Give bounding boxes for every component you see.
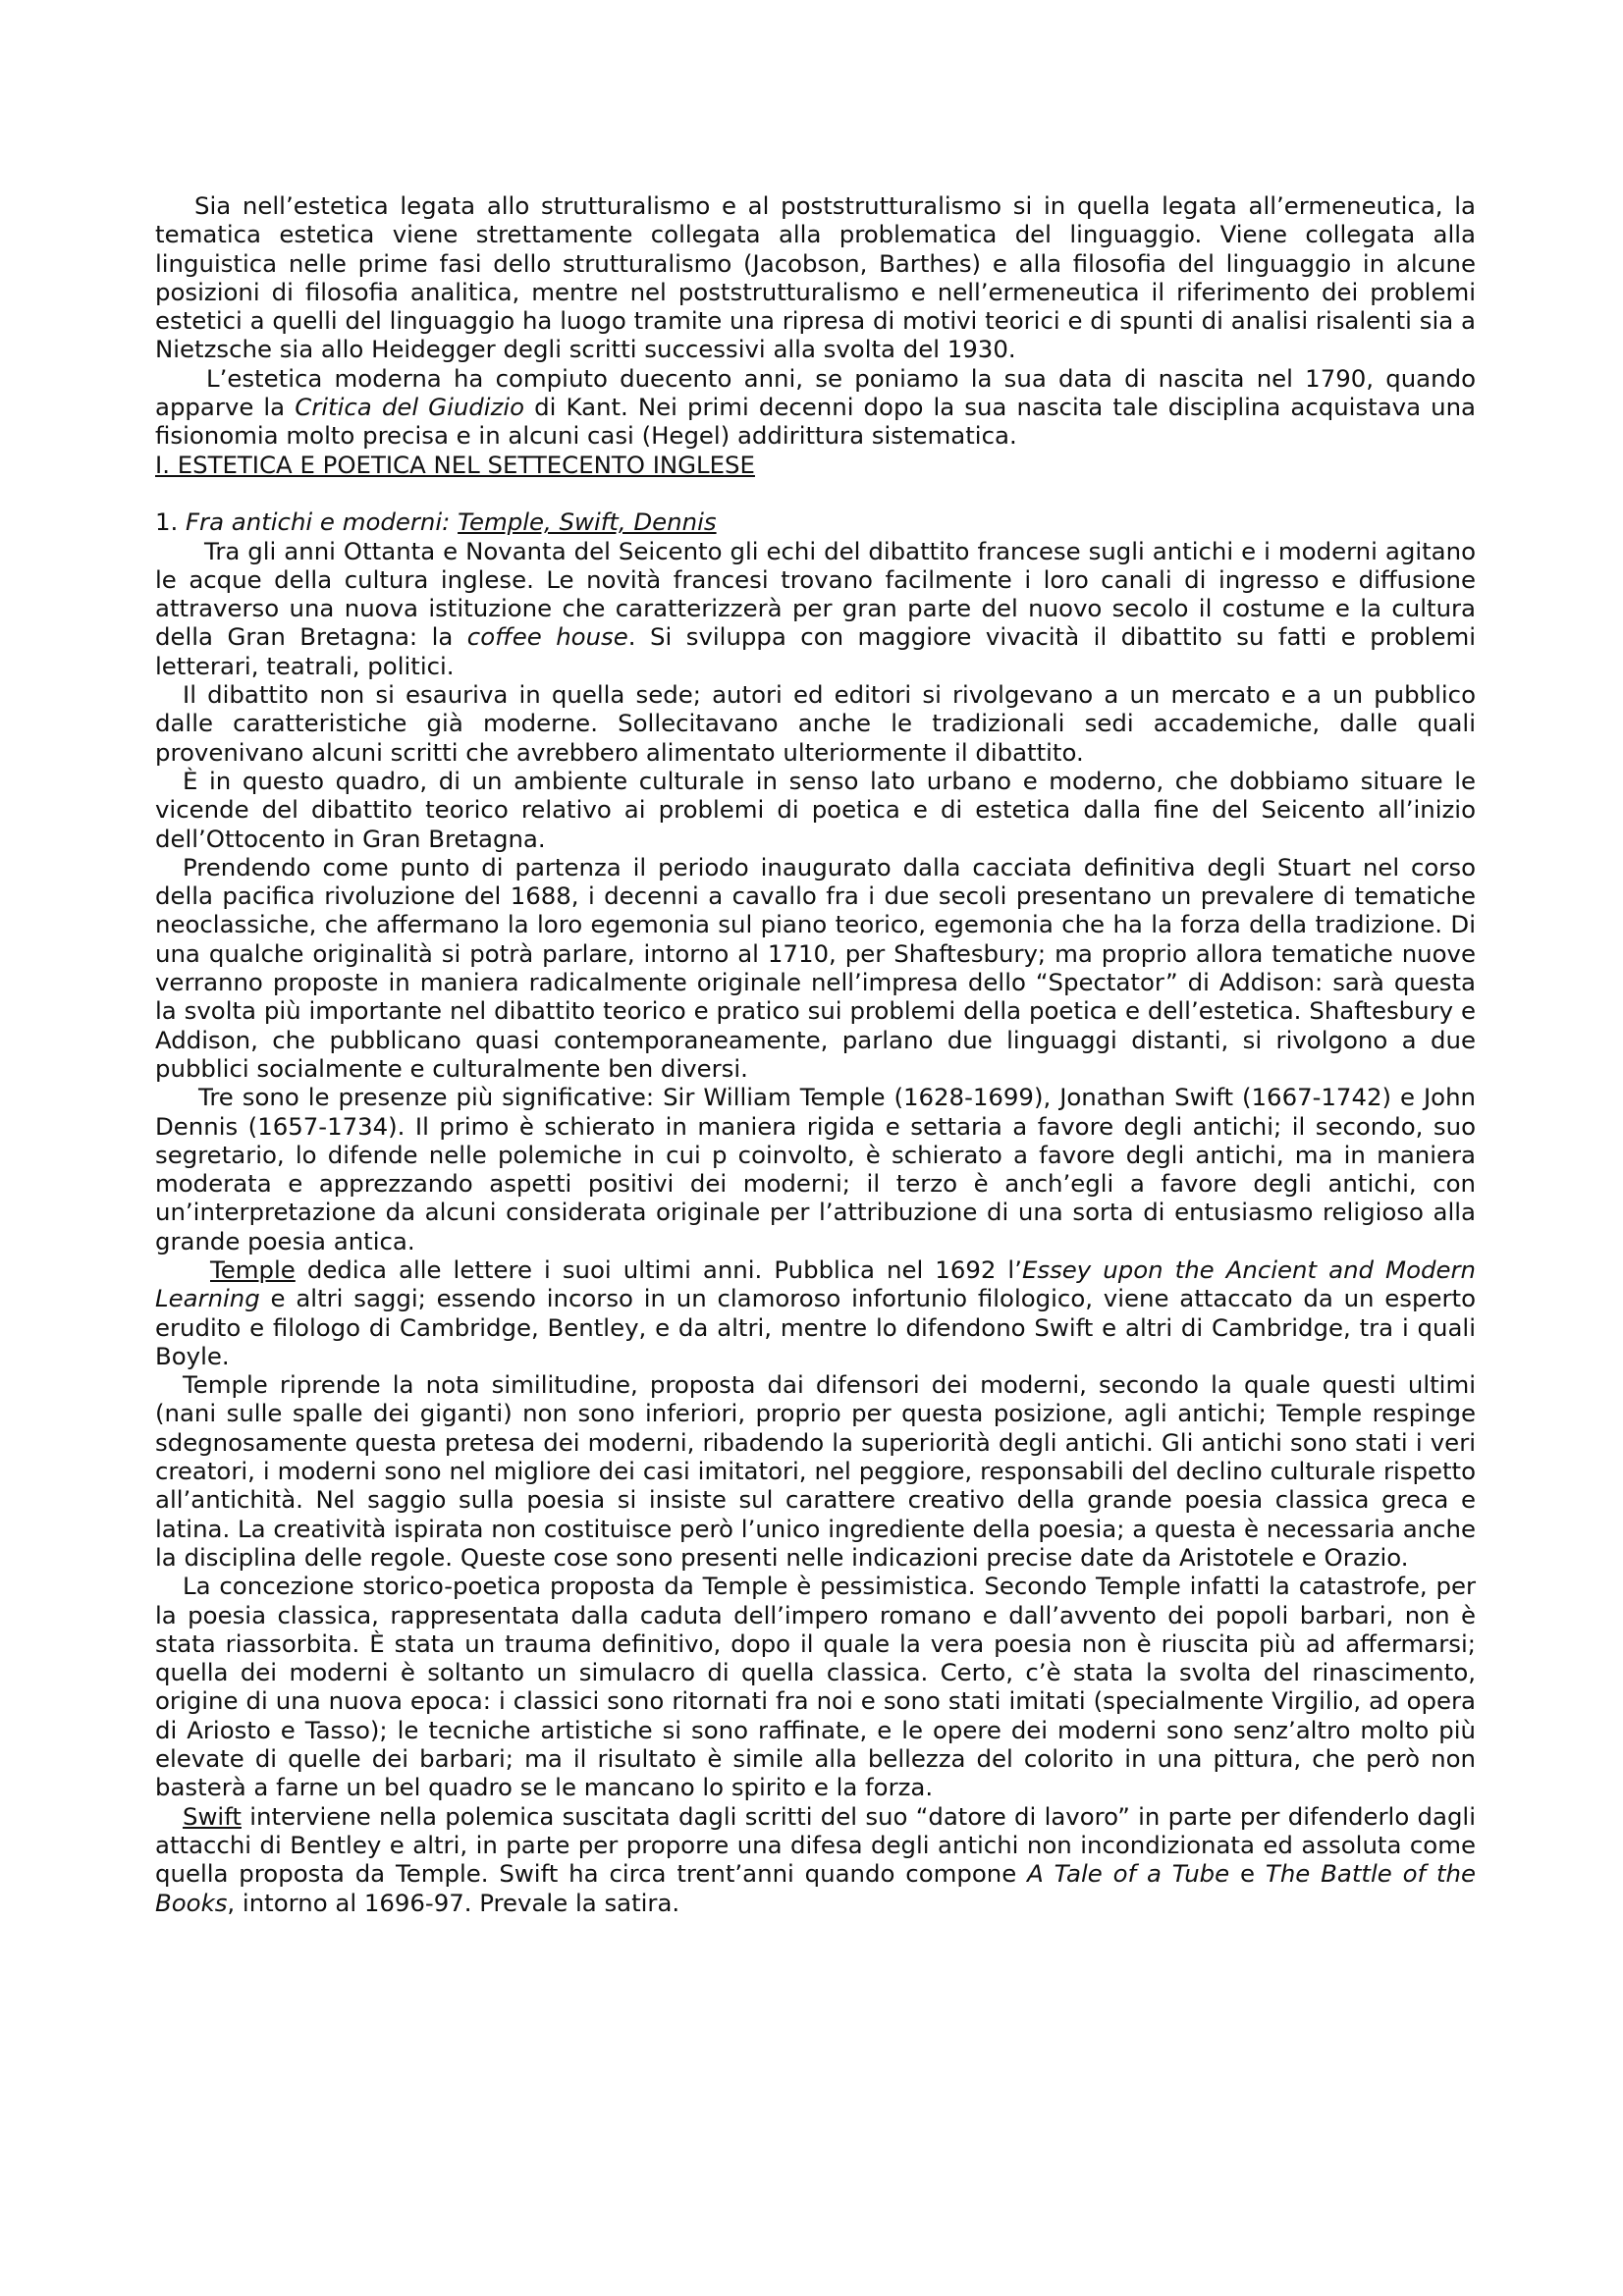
italic-term: coffee house — [466, 622, 628, 652]
paragraph — [155, 1802, 1476, 1917]
paragraph-text: dedica alle lettere i suoi ultimi anni. Pubblica nel 1692 l’ — [295, 1255, 1022, 1284]
paragraph — [155, 1370, 1476, 1572]
section-heading: I. ESTETICA E POETICA NEL SETTECENTO INGLESE — [155, 450, 755, 479]
paragraph-text: Temple riprende la nota similitudine, proposta dai difensori dei moderni, secondo la quale questi ultimi (nani sulle spalle dei giganti) non sono inferiori, proprio per questa posizione, agli antichi; Temple respinge sdegnosamente questa pretesa dei moderni, ribadendo la superiorità degli antichi. Gli antichi sono stati i veri creatori, i moderni sono nel migliore dei casi imitatori, nel peggiore, responsabili del declino culturale rispetto all’antichità. Nel saggio sulla poesia si insiste sul carattere creativo della grande poesia classica greca e latina. La creatività ispirata non costituisce però l’unico ingrediente della poesia; a questa è necessaria anche la disciplina delle regole. Queste cose sono presenti nelle indicazioni precise date da Aristotele e Orazio. — [155, 1370, 1476, 1572]
paragraph-text: interviene nella polemica suscitata dagli scritti del suo “datore di lavoro” in parte per difenderlo dagli attacchi di Bentley e altri, in parte per proporre una difesa degli antichi non incondizionata ed assoluta come quella proposta da Temple. Swift ha circa trent’anni quando compone — [155, 1801, 1476, 1889]
paragraph — [155, 1572, 1476, 1801]
paragraph-text: e altri saggi; essendo incorso in un clamoroso infortunio filologico, viene attaccato da un esperto erudito e filologo di Cambridge, Bentley, e da altri, mentre lo difendono Swift e altri di Cambridge, tra i quali Boyle. — [155, 1284, 1476, 1370]
paragraph-text: La concezione storico-poetica proposta da Temple è pessimistica. Secondo Temple infatti la catastrofe, per la poesia classica, rappresentata dalla caduta dell’impero romano e dall’avvento dei popoli barbari, non è stata riassorbita. È stata un trauma definitivo, dopo il quale la vera poesia non è riuscita più ad affermarsi; quella dei moderni è soltanto un simulacro di quella classica. Certo, c’è stata la svolta del rinascimento, origine di una nuova epoca: i classici sono ritornati fra noi e sono stati imitati (specialmente Virgilio, ad opera di Ariosto e Tasso); le tecniche artistiche si sono raffinate, e le opere dei moderni sono senz’altro molto più elevate di quelle dei barbari; ma il risultato è simile alla bellezza del colorito in una pittura, che però non basterà a farne un bel quadro se le mancano lo spirito e la forza. — [155, 1572, 1476, 1802]
book-title: Essey upon the Ancient and Modern Learning — [155, 1255, 1476, 1313]
paragraph-text: Tre sono le presenze più significative: Sir William Temple (1628-1699), Jonathan Swift (1667-1742) e John Dennis (1657-1734). Il primo è schierato in maniera rigida e settaria a favore degli antichi; il secondo, suo segretario, lo difende nelle polemiche in cui p coinvolto, è schierato a favore degli antichi, ma in maniera moderata e apprezzando aspetti positivi dei moderni; il terzo è anch’egli a favore degli antichi, con un’interpretazione da alcuni considerata originale per l’attribuzione di una sorta di entusiasmo religioso alla grande poesia antica. — [155, 1083, 1476, 1255]
book-title: Critica del Giudizio — [295, 393, 525, 422]
paragraph-text: , intorno al 1696-97. Prevale la satira. — [227, 1888, 680, 1917]
paragraph-text: È in questo quadro, di un ambiente culturale in senso lato urbano e moderno, che dobbiamo situare le vicende del dibattito teorico relativo ai problemi di poetica e di estetica dalla fine del Seicento all’inizio dell’Ottocento in Gran Bretagna. — [155, 766, 1476, 853]
paragraph-text: e — [1229, 1859, 1266, 1889]
paragraph — [155, 364, 1476, 451]
paragraph — [155, 767, 1476, 853]
name-swift: Swift — [183, 1801, 242, 1831]
subsection-title: Fra antichi e moderni: — [186, 507, 459, 537]
paragraph-text: . Si sviluppa con maggiore vivacità il dibattito su fatti e problemi letterari, teatrali, politici. — [155, 622, 1476, 680]
name-temple: Temple — [210, 1255, 296, 1284]
book-title: The Battle of the Books — [155, 1859, 1476, 1917]
paragraph — [155, 680, 1476, 767]
subsection-names: Temple, Swift, Dennis — [458, 507, 717, 537]
paragraph-text: Il dibattito non si esauriva in quella sede; autori ed editori si rivolgevano a un mercato e a un pubblico dalle caratteristiche già moderne. Sollecitavano anche le tradizionali sedi accademiche, dalle quali provenivano alcuni scritti che avrebbero alimentato ulteriormente il dibattito. — [155, 680, 1476, 767]
document-page — [155, 191, 1476, 1917]
paragraph-text: Prendendo come punto di partenza il periodo inaugurato dalla cacciata definitiva degli Stuart nel corso della pacifica rivoluzione del 1688, i decenni a cavallo fra i due secoli presentano un prevalere di tematiche neoclassiche, che affermano la loro egemonia sul piano teorico, egemonia che ha la forza della tradizione. Di una qualche originalità si potrà parlare, intorno al 1710, per Shaftesbury; ma proprio allora tematiche nuove verranno proposte in maniera radicalmente originale nell’impresa dello “Spectator” di Addison: sarà questa la svolta più importante nel dibattito teorico e pratico sui problemi della poetica e dell’estetica. Shaftesbury e Addison, che pubblicano quasi contemporaneamente, parlano due linguaggi distanti, si rivolgono a due pubblici socialmente e culturalmente ben diversi. — [155, 852, 1476, 1083]
paragraph — [155, 853, 1476, 1083]
paragraph-text: di Kant. Nei primi decenni dopo la sua nascita tale disciplina acquistava una fisionomia molto precisa e in alcuni casi (Hegel) addirittura sistematica. — [155, 393, 1476, 451]
paragraph — [155, 191, 1476, 364]
book-title: A Tale of a Tube — [1027, 1859, 1230, 1889]
paragraph — [155, 537, 1476, 680]
blank-line — [155, 479, 1476, 507]
subsection-number: 1. — [155, 507, 187, 537]
paragraph — [155, 1083, 1476, 1255]
paragraph-text: L’estetica moderna ha compiuto duecento anni, se poniamo la sua data di nascita nel 1790, quando apparve la — [155, 363, 1476, 422]
paragraph-text: Tra gli anni Ottanta e Novanta del Seicento gli echi del dibattito francese sugli antichi e i moderni agitano le acque della cultura inglese. Le novità francesi trovano facilmente i loro canali di ingresso e diffusione attraverso una nuova istituzione che caratterizzerà per gran parte del nuovo secolo il costume e la cultura della Gran Bretagna: la — [155, 536, 1476, 652]
paragraph-text: Sia nell’estetica legata allo strutturalismo e al poststrutturalismo si in quella legata all’ermeneutica, la tematica estetica viene strettamente collegata alla problematica del linguaggio. Viene collegata alla linguistica nelle prime fasi dello strutturalismo (Jacobson, Barthes) e alla filosofia del linguaggio in alcune posizioni di filosofia analitica, mentre nel poststrutturalismo e nell’ermeneutica il riferimento dei problemi estetici a quelli del linguaggio ha luogo tramite una ripresa di motivi teorici e di spunti di analisi risalenti sia a Nietzsche sia allo Heidegger degli scritti successivi alla svolta del 1930. — [155, 191, 1476, 364]
subsection-heading — [155, 507, 1476, 536]
paragraph — [155, 1255, 1476, 1370]
